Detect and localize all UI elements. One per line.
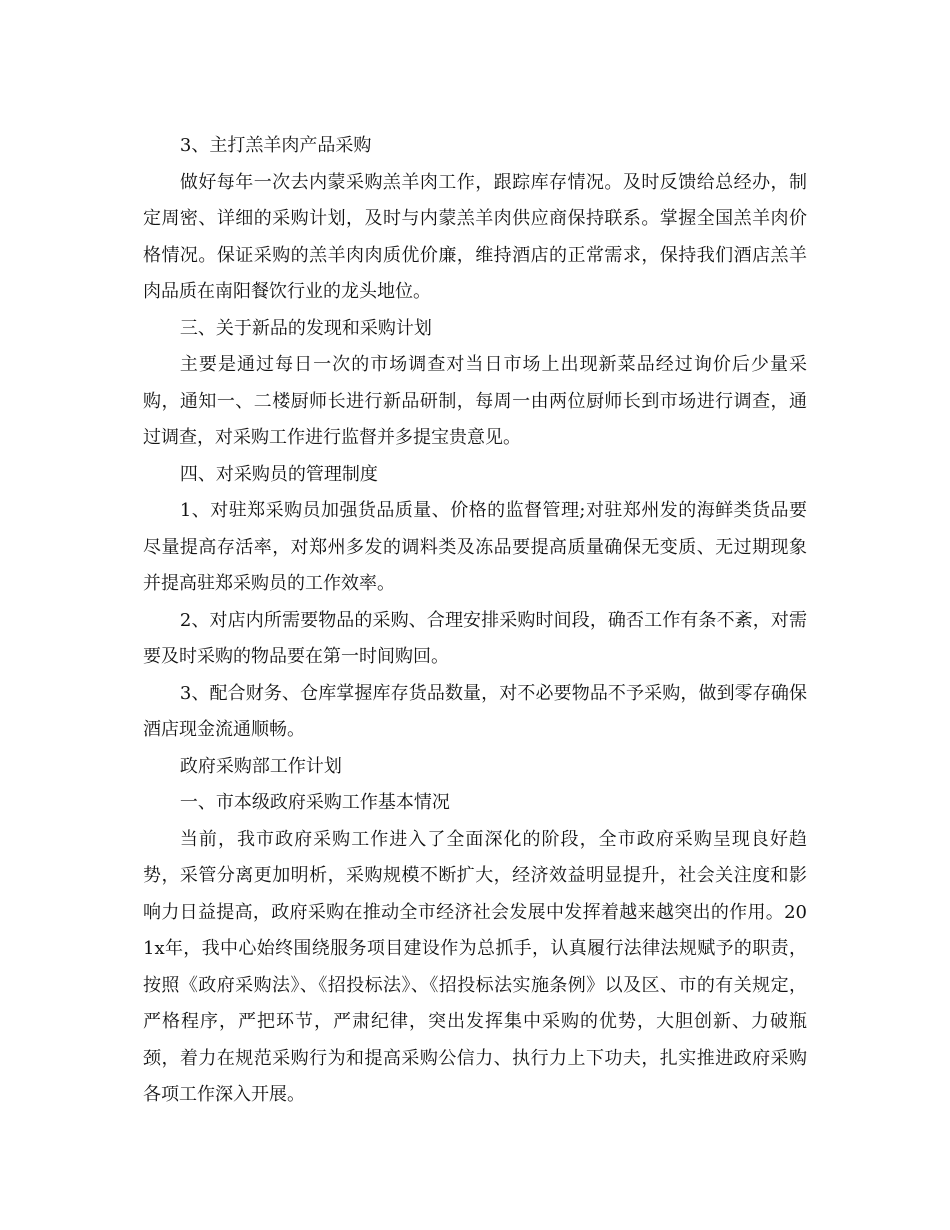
paragraph-basic-situation: 当前，我市政府采购工作进入了全面深化的阶段，全市政府采购呈现良好趋势，采管分离更加明析，采购规模不断扩大，经济效益明显提升，社会关注度和影响力日益提高，政府采购在推动全市经济社会发展中发挥着越来越突出的作用。201x年，我中心始终围绕服务项目建设作为总抓手，认真履行法律法规赋予的职责，按照《政府采购法》、《招投标法》、《招投标法实施条例》以及区、市的有关规定，严格程序，严把环节，严肃纪律，突出发挥集中采购的优势，大胆创新、力破瓶颈，着力在规范采购行为和提高采购公信力、执行力上下功夫，扎实推进政府采购各项工作深入开展。 [143, 828, 807, 1105]
heading-buyer-management: 四、对采购员的管理制度 [179, 463, 378, 485]
paragraph-buyer-item-3: 3、配合财务、仓库掌握库存货品数量，对不必要物品不予采购，做到零存确保酒店现金流通顺畅。 [143, 682, 807, 740]
heading-basic-situation: 一、市本级政府采购工作基本情况 [179, 792, 450, 813]
paragraph-buyer-item-2: 2、对店内所需要物品的采购、合理安排采购时间段，确否工作有条不紊，对需要及时采购的物品要在第一时间购回。 [143, 609, 807, 667]
paragraph-new-products: 主要是通过每日一次的市场调查对当日市场上出现新菜品经过询价后少量采购，通知一、二楼厨师长进行新品研制，每周一由两位厨师长到市场进行调查，通过调查，对采购工作进行监督并多提宝贵意见。 [143, 354, 807, 448]
heading-lamb-procurement: 3、主打羔羊肉产品采购 [179, 135, 372, 156]
paragraph-buyer-item-1: 1、对驻郑采购员加强货品质量、价格的监督管理;对驻郑州发的海鲜类货品要尽量提高存活率，对郑州多发的调料类及冻品要提高质量确保无变质、无过期现象并提高驻郑采购员的工作效率。 [143, 500, 807, 594]
document-body [143, 128, 807, 1114]
heading-government-plan: 政府采购部工作计划 [179, 755, 342, 777]
heading-new-products: 三、关于新品的发现和采购计划 [179, 317, 432, 339]
paragraph-lamb-procurement: 做好每年一次去内蒙采购羔羊肉工作，跟踪库存情况。及时反馈给总经办，制定周密、详细的采购计划，及时与内蒙羔羊肉供应商保持联系。掌握全国羔羊肉价格情况。保证采购的羔羊肉肉质优价廉，维持酒店的正常需求，保持我们酒店羔羊肉品质在南阳餐饮行业的龙头地位。 [143, 171, 807, 302]
